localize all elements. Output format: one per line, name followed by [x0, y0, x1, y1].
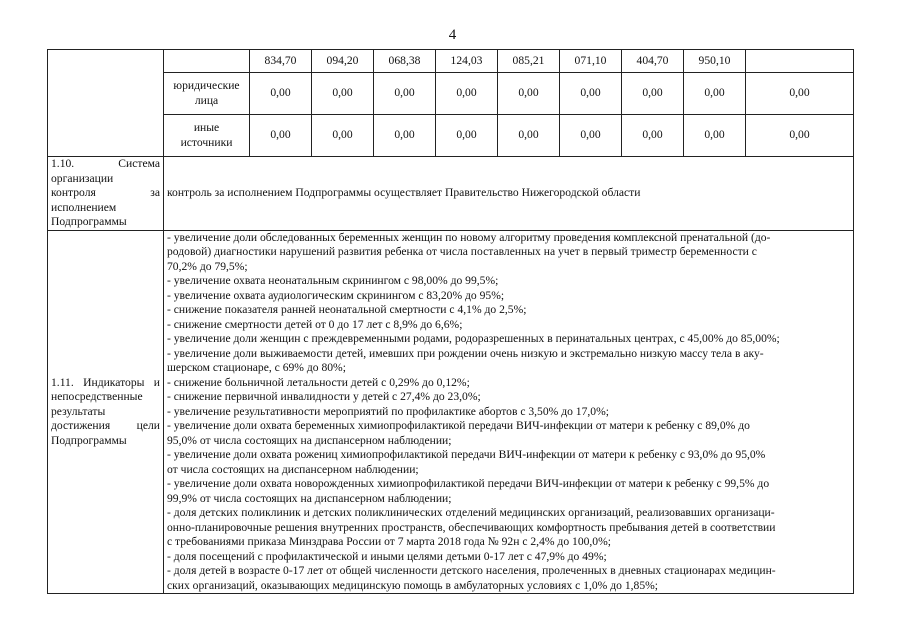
- indicator-line: - доля детей в возрасте 0-17 лет от общей численности детского населения, пролеченных в дневных стационарах медицин-: [167, 564, 776, 577]
- indicator-line: - снижение показателя ранней неонатальной смертности с 4,1% до 2,5%;: [167, 303, 527, 316]
- indicator-line: - увеличение доли охвата рожениц химиопрофилактикой передачи ВИЧ-инфекции от матери к ребенку с 93,0% до 95,0%: [167, 448, 766, 461]
- passport-table: [47, 49, 854, 594]
- value-cell: 124,03: [436, 50, 498, 73]
- value-cell: 0,00: [684, 73, 746, 115]
- budget-row-legal: [48, 73, 854, 115]
- section-1-11-title: 1.11. Индикаторы и непосредственные результаты достижения цели Подпрограммы: [48, 230, 164, 594]
- value-cell: 0,00: [250, 115, 312, 157]
- section-1-10-row: [48, 157, 854, 231]
- indicators-list: [164, 230, 854, 594]
- value-cell: 0,00: [684, 115, 746, 157]
- value-cell: 0,00: [312, 73, 374, 115]
- value-cell: 0,00: [622, 73, 684, 115]
- value-cell: 0,00: [436, 73, 498, 115]
- indicator-line: онно-планировочные решения внутренних пространств, обеспечивающих комфортность пребывания детей в соответствии: [167, 520, 776, 534]
- indicator-line: - увеличение доли охвата беременных химиопрофилактикой передачи ВИЧ-инфекции от матери к ребенку с 89,0% до: [167, 419, 750, 432]
- value-cell: 0,00: [498, 115, 560, 157]
- value-cell: 085,21: [498, 50, 560, 73]
- section-1-10-title: 1.10. Система организации контроля за исполнением Подпрограммы: [48, 157, 164, 231]
- indicator-line: - увеличение доли выживаемости детей, имевших при рождении очень низкую и экстремально низкую массу тела в аку-: [167, 346, 764, 360]
- section-1-11-row: [48, 230, 854, 594]
- page-number: 4: [448, 27, 457, 43]
- indicator-line: 99,9% от числа состоящих на диспансерном наблюдении;: [167, 491, 452, 505]
- value-cell: 0,00: [312, 115, 374, 157]
- value-cell: 0,00: [746, 115, 854, 157]
- value-cell: 071,10: [560, 50, 622, 73]
- value-cell: 0,00: [436, 115, 498, 157]
- value-cell: 068,38: [374, 50, 436, 73]
- indicator-line: шерском стационаре, с 69% до 80%;: [167, 361, 346, 374]
- empty-cell: [164, 50, 250, 73]
- row-label-legal-entities: юридические лица: [164, 73, 250, 115]
- indicator-line: - увеличение доли охвата новорожденных химиопрофилактикой передачи ВИЧ-инфекции от матери к ребенку с 99,5% до: [167, 477, 770, 490]
- indicator-line: с требованиями приказа Минздрава России от 7 марта 2018 года № 92н с 2,4% до 100,0%;: [167, 535, 611, 548]
- value-cell: 0,00: [560, 73, 622, 115]
- value-cell: 094,20: [312, 50, 374, 73]
- indicator-line: ских организаций, оказывающих медицинскую помощь в амбулаторных условиях с 1,0% до 1,85%;: [167, 578, 659, 592]
- indicator-line: 95,0% от числа состоящих на диспансерном наблюдении;: [167, 433, 452, 447]
- indicator-line: от числа состоящих на диспансерном наблюдении;: [167, 462, 419, 476]
- indicator-line: - доля посещений с профилактической и иными целями детьми 0-17 лет с 47,9% до 49%;: [167, 549, 607, 563]
- indicator-line: - снижение первичной инвалидности у детей с 27,4% до 23,0%;: [167, 390, 481, 403]
- indicator-line: родовой) диагностики нарушений развития ребенка от числа поставленных на учет в первый триместр беременности с: [167, 245, 757, 258]
- empty-cell: [48, 50, 164, 157]
- value-cell: 0,00: [250, 73, 312, 115]
- value-cell: 404,70: [622, 50, 684, 73]
- indicator-line: - увеличение доли женщин с преждевременными родами, родоразрешенных в перинатальных центрах, с 45,00% до 85,00%;: [167, 332, 780, 345]
- value-cell: 0,00: [746, 73, 854, 115]
- value-cell: 0,00: [622, 115, 684, 157]
- section-1-10-text: контроль за исполнением Подпрограммы осуществляет Правительство Нижегородской области: [164, 157, 854, 231]
- indicator-line: - доля детских поликлиник и детских поликлинических отделений медицинских организаций, реализовавших организаци-: [167, 506, 775, 519]
- value-cell: 950,10: [684, 50, 746, 73]
- indicator-line: - увеличение охвата аудиологическим скринингом с 83,20% до 95%;: [167, 288, 505, 302]
- value-cell: 0,00: [498, 73, 560, 115]
- indicator-line: - снижение смертности детей от 0 до 17 лет с 8,9% до 6,6%;: [167, 317, 463, 331]
- value-cell: 0,00: [560, 115, 622, 157]
- budget-row-top: [48, 50, 854, 73]
- indicator-line: - увеличение охвата неонатальным скринингом с 98,00% до 99,5%;: [167, 274, 499, 287]
- indicator-line: - увеличение результативности мероприятий по профилактике абортов с 3,50% до 17,0%;: [167, 404, 609, 418]
- value-cell: 0,00: [374, 73, 436, 115]
- row-label-other-sources: иные источники: [164, 115, 250, 157]
- budget-row-other: [48, 115, 854, 157]
- value-cell: [746, 50, 854, 73]
- indicator-line: - увеличение доли обследованных беременных женщин по новому алгоритму проведения комплексной пренатальной (до-: [167, 230, 771, 244]
- indicator-line: 70,2% до 79,5%;: [167, 259, 248, 273]
- value-cell: 834,70: [250, 50, 312, 73]
- indicator-line: - снижение больничной летальности детей с 0,29% до 0,12%;: [167, 375, 470, 389]
- value-cell: 0,00: [374, 115, 436, 157]
